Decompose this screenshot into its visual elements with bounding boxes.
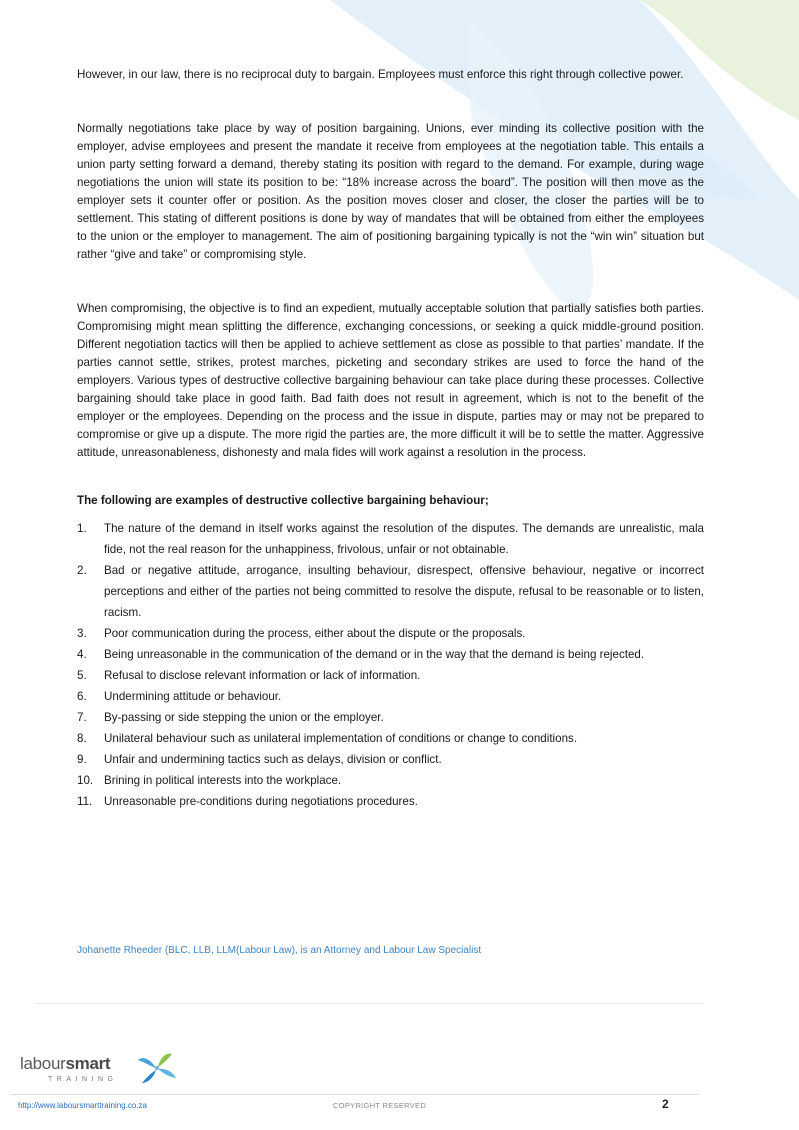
logo-flower-icon: [136, 1050, 178, 1086]
list-number: 8.: [77, 732, 87, 745]
list-item: [77, 623, 704, 644]
list-text: The nature of the demand in itself works against the resolution of the disputes. The demands are unrealistic, mala fide, not the real reason for the unhappiness, frivolous, unfair or not obtainable.: [104, 522, 704, 556]
list-number: 6.: [77, 690, 87, 703]
list-text: Poor communication during the process, either about the dispute or the proposals.: [104, 627, 526, 640]
list-number: 2.: [77, 564, 87, 577]
list-item: [77, 686, 704, 707]
logo-word-bold: smart: [65, 1054, 111, 1073]
copyright-notice: COPYRIGHT RESERVED: [333, 1101, 427, 1110]
destructive-behaviour-list: [77, 518, 704, 812]
list-number: 1.: [77, 522, 87, 535]
document-body: [77, 66, 704, 812]
logo-word-light: labour: [20, 1054, 66, 1073]
list-item: [77, 791, 704, 812]
list-text: Bad or negative attitude, arrogance, insulting behaviour, disrespect, offensive behaviour, negative or incorrect perceptions and either of the parties not being committed to resolve the dispute, refusal to be reasonable or to listen, racism.: [104, 564, 704, 619]
list-text: Unilateral behaviour such as unilateral implementation of conditions or change to conditions.: [104, 732, 578, 745]
list-text: Being unreasonable in the communication of the demand or in the way that the demand is being rejected.: [104, 648, 645, 661]
list-item: [77, 707, 704, 728]
list-text: By-passing or side stepping the union or the employer.: [104, 711, 384, 724]
list-number: 10.: [77, 774, 94, 787]
paragraph-position-bargaining: Normally negotiations take place by way of position bargaining. Unions, ever minding its collective position with the employer, advise employees and present the mandate it receive from employees at the negotiation table. This entails a union party setting forward a demand, thereby stating its position with regard to the demand. For example, during wage negotiations the union will state its position to be: “18% increase across the board”. The position will then move as the employer sets it counter offer or position. As the position moves closer and closer, the closer the parties will be to settlement. This stating of different positions is done by way of mandates that will be obtained from either the employees to the union or the employer to management. The aim of positioning bargaining typically is not the “win win” situation but rather “give and take” or compromising style.: [77, 122, 704, 261]
list-item: [77, 644, 704, 665]
list-number: 3.: [77, 627, 87, 640]
list-number: 7.: [77, 711, 87, 724]
website-link[interactable]: http://www.laboursmarttraining.co.za: [18, 1101, 147, 1110]
list-number: 5.: [77, 669, 87, 682]
list-number: 11.: [77, 795, 93, 808]
logo-wordmark: [20, 1054, 110, 1074]
list-text: Brining in political interests into the workplace.: [104, 774, 342, 787]
list-item: [77, 749, 704, 770]
logo-subtitle: TRAINING: [48, 1076, 118, 1083]
list-heading: The following are examples of destructive collective bargaining behaviour;: [77, 494, 489, 507]
list-text: Unreasonable pre-conditions during negotiations procedures.: [104, 795, 418, 808]
page-number: 2: [662, 1097, 669, 1111]
list-text: Undermining attitude or behaviour.: [104, 690, 282, 703]
laboursmart-logo: [20, 1048, 170, 1088]
list-item: [77, 728, 704, 749]
divider: [36, 1003, 704, 1004]
paragraph-compromising: When compromising, the objective is to find an expedient, mutually acceptable solution that partially satisfies both parties. Compromising might mean splitting the difference, exchanging concessions, or seeking a quick middle-ground position. Different negotiation tactics will then be applied to achieve settlement as close as possible to that parties’ mandate. If the parties cannot settle, strikes, protest marches, picketing and secondary strikes are used to force the hand of the employers. Various types of destructive collective bargaining behaviour can take place during these processes. Collective bargaining should take place in good faith. Bad faith does not result in agreement, which is not to the benefit of the employer or the employees. Depending on the process and the issue in dispute, parties may or may not be prepared to compromise or give up a dispute. The more rigid the parties are, the more difficult it will be to settle the matter. Aggressive attitude, unreasonableness, dishonesty and mala fides will work against a resolution in the process.: [77, 302, 704, 459]
list-item: [77, 560, 704, 623]
list-number: 4.: [77, 648, 87, 661]
list-item: [77, 518, 704, 560]
list-number: 9.: [77, 753, 87, 766]
list-text: Unfair and undermining tactics such as delays, division or conflict.: [104, 753, 442, 766]
author-credit: Johanette Rheeder (BLC, LLB, LLM(Labour Law), is an Attorney and Labour Law Specialist: [77, 945, 482, 956]
list-item: [77, 665, 704, 686]
footer-divider: [10, 1094, 700, 1095]
paragraph-duty-to-bargain: However, in our law, there is no reciprocal duty to bargain. Employees must enforce this right through collective power.: [77, 68, 684, 81]
list-text: Refusal to disclose relevant information or lack of information.: [104, 669, 421, 682]
list-item: [77, 770, 704, 791]
